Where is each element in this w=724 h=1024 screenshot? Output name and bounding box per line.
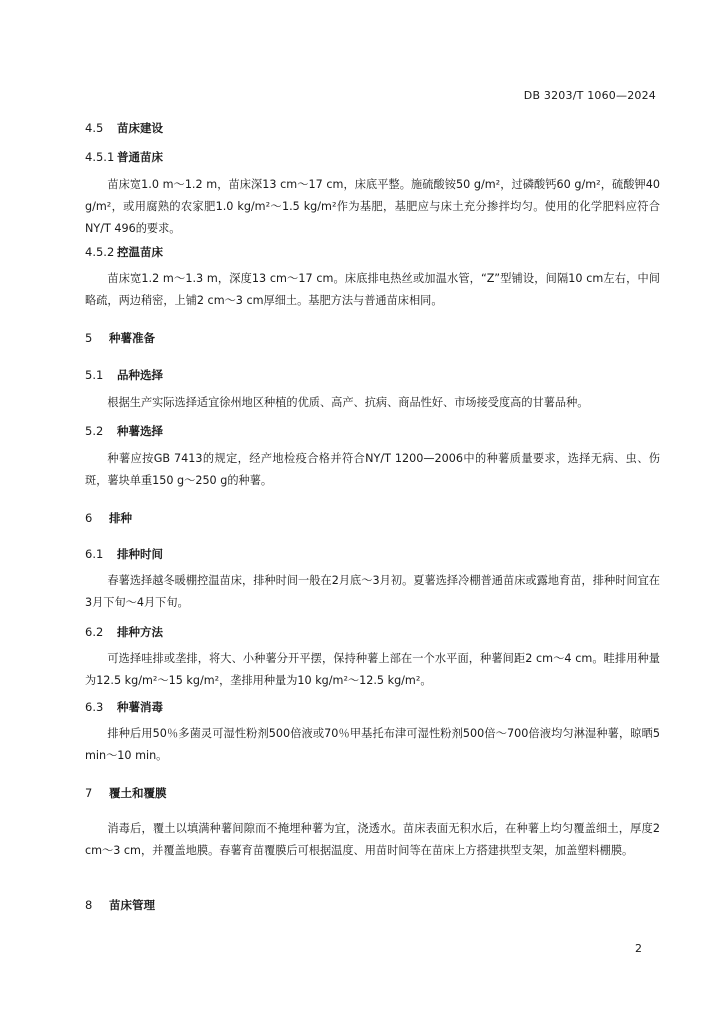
paragraph: 排种后用50％多菌灵可湿性粉剂500倍液或70％甲基托布津可湿性粉剂500倍～700倍液均匀淋湿种薯，晾晒5 min～10 min。	[85, 727, 660, 762]
section-number: 5.1	[85, 368, 104, 382]
section-title: 排种	[109, 511, 132, 525]
section-title: 种薯消毒	[117, 700, 163, 714]
paragraph: 种薯应按GB 7413的规定，经产地检疫合格并符合NY/T 1200—2006中的种薯质量要求，选择无病、虫、伤斑，薯块单重150 g～250 g的种薯。	[85, 452, 660, 487]
section-title: 控温苗床	[117, 245, 163, 259]
section-number: 8	[85, 898, 93, 912]
section-heading	[85, 785, 167, 801]
section-number: 7	[85, 786, 93, 800]
section-heading	[85, 510, 132, 526]
section-number: 6	[85, 511, 93, 525]
section-heading	[85, 120, 163, 136]
section-title: 苗床管理	[109, 898, 155, 912]
paragraph: 苗床宽1.0 m～1.2 m，苗床深13 cm～17 cm，床底平整。施硫酸铵50 g/m²，过磷酸钙60 g/m²，硫酸钾40 g/m²，或用腐熟的农家肥1.0 kg/m²～1.5 kg/m²作为基肥，基肥应与床土充分掺拌均匀。使用的化学肥料应符合NY/T 496的要求。	[85, 178, 660, 235]
section-heading	[85, 699, 163, 715]
section-title: 覆土和覆膜	[109, 786, 167, 800]
section-heading	[85, 546, 163, 562]
section-number: 5	[85, 331, 93, 345]
section-title: 普通苗床	[117, 150, 163, 164]
page-number: 2	[635, 942, 642, 955]
section-number: 6.2	[85, 625, 104, 639]
section-heading	[85, 897, 155, 913]
paragraph: 苗床宽1.2 m～1.3 m，深度13 cm～17 cm。床底排电热丝或加温水管，“Z”型铺设，间隔10 cm左右，中间略疏，两边稍密，上铺2 cm～3 cm厚细土。基肥方法与普通苗床相同。	[85, 272, 660, 307]
paragraph: 可选择哇排或垄排，将大、小种薯分开平摆，保持种薯上部在一个水平面，种薯间距2 cm～4 cm。畦排用种量为12.5 kg/m²～15 kg/m²，垄排用种量为10 kg/m²～12.5 kg/m²。	[85, 652, 660, 687]
section-title: 种薯准备	[109, 331, 155, 345]
paragraph: 根据生产实际选择适宜徐州地区种植的优质、高产、抗病、商品性好、市场接受度高的甘薯品种。	[107, 396, 589, 409]
section-heading	[85, 423, 163, 439]
section-heading	[85, 149, 163, 165]
section-title: 种薯选择	[117, 424, 163, 438]
section-title: 排种时间	[117, 547, 163, 561]
paragraph: 消毒后，覆土以填满种薯间隙而不掩埋种薯为宜，浇透水。苗床表面无积水后，在种薯上均匀覆盖细土，厚度2 cm～3 cm，并覆盖地膜。春薯育苗覆膜后可根据温度、用苗时间等在苗床上方搭建拱型支架，加盖塑料棚膜。	[85, 822, 660, 857]
standard-number: DB 3203/T 1060—2024	[523, 89, 656, 102]
section-title: 品种选择	[117, 368, 163, 382]
section-heading	[85, 367, 163, 383]
section-number: 4.5.1	[85, 150, 115, 164]
section-title: 苗床建设	[117, 121, 163, 135]
section-number: 5.2	[85, 424, 104, 438]
section-number: 4.5.2	[85, 245, 115, 259]
section-number: 4.5	[85, 121, 104, 135]
section-heading	[85, 244, 163, 260]
section-heading	[85, 330, 155, 346]
section-number: 6.3	[85, 700, 104, 714]
section-title: 排种方法	[117, 625, 163, 639]
paragraph: 春薯选择越冬暖棚控温苗床，排种时间一般在2月底～3月初。夏薯选择冷棚普通苗床或露地育苗，排种时间宜在3月下旬～4月下旬。	[85, 574, 660, 609]
section-heading	[85, 624, 163, 640]
section-number: 6.1	[85, 547, 104, 561]
